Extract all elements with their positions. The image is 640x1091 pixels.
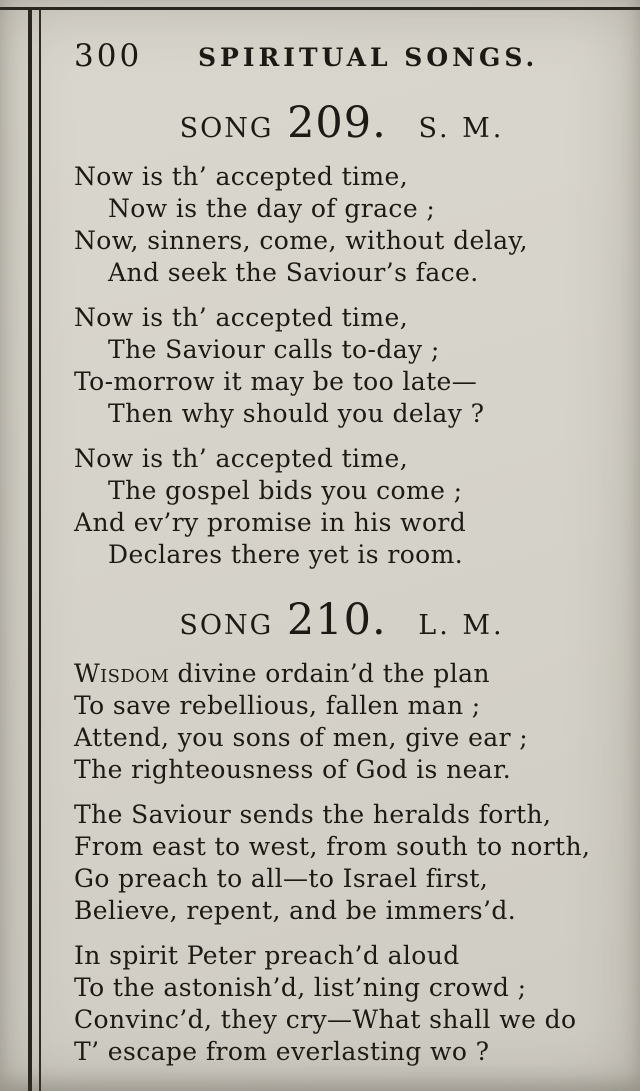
song-210-verse-3 bbox=[60, 940, 624, 1068]
verse-line: Then why should you delay ? bbox=[108, 399, 485, 428]
verse-line: In spirit Peter preach’d aloud bbox=[74, 941, 460, 970]
verse-line: Convinc’d, they cry—What shall we do bbox=[74, 1005, 577, 1034]
verse-line: From east to west, from south to north, bbox=[74, 832, 591, 861]
verse-line: Now is the day of grace ; bbox=[108, 194, 436, 223]
song-number: 210. bbox=[286, 595, 387, 645]
song-209-verse-1 bbox=[60, 161, 624, 289]
verse-line: Attend, you sons of men, give ear ; bbox=[74, 723, 529, 752]
song-meter: S. M. bbox=[418, 113, 505, 144]
verse-line: And seek the Saviour’s face. bbox=[108, 258, 479, 287]
song-209-section bbox=[60, 98, 624, 571]
song-label: SONG bbox=[179, 113, 274, 144]
verse-line: To the astonish’d, list’ning crowd ; bbox=[74, 973, 527, 1002]
song-210-verse-2 bbox=[60, 799, 624, 927]
page-border-left-outer bbox=[28, 9, 32, 1091]
page-number: 300 bbox=[74, 38, 143, 74]
song-210-title bbox=[60, 595, 624, 645]
verse-line: The gospel bids you come ; bbox=[108, 476, 463, 505]
verse-line: Now is th’ accepted time, bbox=[74, 303, 409, 332]
song-209-verse-2 bbox=[60, 302, 624, 430]
verse-line: Now is th’ accepted time, bbox=[74, 444, 409, 473]
verse-line: To-morrow it may be too late— bbox=[74, 367, 478, 396]
song-209-title bbox=[60, 98, 624, 148]
verse-line: The Saviour calls to-day ; bbox=[108, 335, 440, 364]
verse-line: Go preach to all—to Israel first, bbox=[74, 864, 489, 893]
opening-word-smallcaps: Wisdom bbox=[74, 659, 170, 688]
verse-line: Now, sinners, come, without delay, bbox=[74, 226, 528, 255]
verse-line: The righteousness of God is near. bbox=[74, 755, 512, 784]
song-label: SONG bbox=[179, 610, 274, 641]
song-210-verse-1 bbox=[60, 658, 624, 786]
running-header: SPIRITUAL SONGS. bbox=[197, 43, 539, 72]
verse-line bbox=[74, 658, 624, 690]
verse-line: T’ escape from everlasting wo ? bbox=[74, 1037, 490, 1066]
verse-line: Believe, repent, and be immers’d. bbox=[74, 896, 517, 925]
song-number: 209. bbox=[287, 98, 387, 148]
verse-line: To save rebellious, fallen man ; bbox=[74, 691, 481, 720]
verse-line-rest: divine ordain’d the plan bbox=[177, 659, 490, 688]
page-content bbox=[60, 0, 624, 1081]
page-border-left-inner bbox=[39, 9, 41, 1091]
song-210-section bbox=[60, 595, 624, 1068]
page-header bbox=[60, 0, 624, 74]
verse-line: The Saviour sends the heralds forth, bbox=[74, 800, 552, 829]
verse-line: Declares there yet is room. bbox=[108, 540, 464, 569]
verse-line: Now is th’ accepted time, bbox=[74, 162, 409, 191]
verse-line: And ev’ry promise in his word bbox=[74, 508, 467, 537]
song-209-verse-3 bbox=[60, 443, 624, 571]
song-meter: L. M. bbox=[418, 610, 505, 641]
